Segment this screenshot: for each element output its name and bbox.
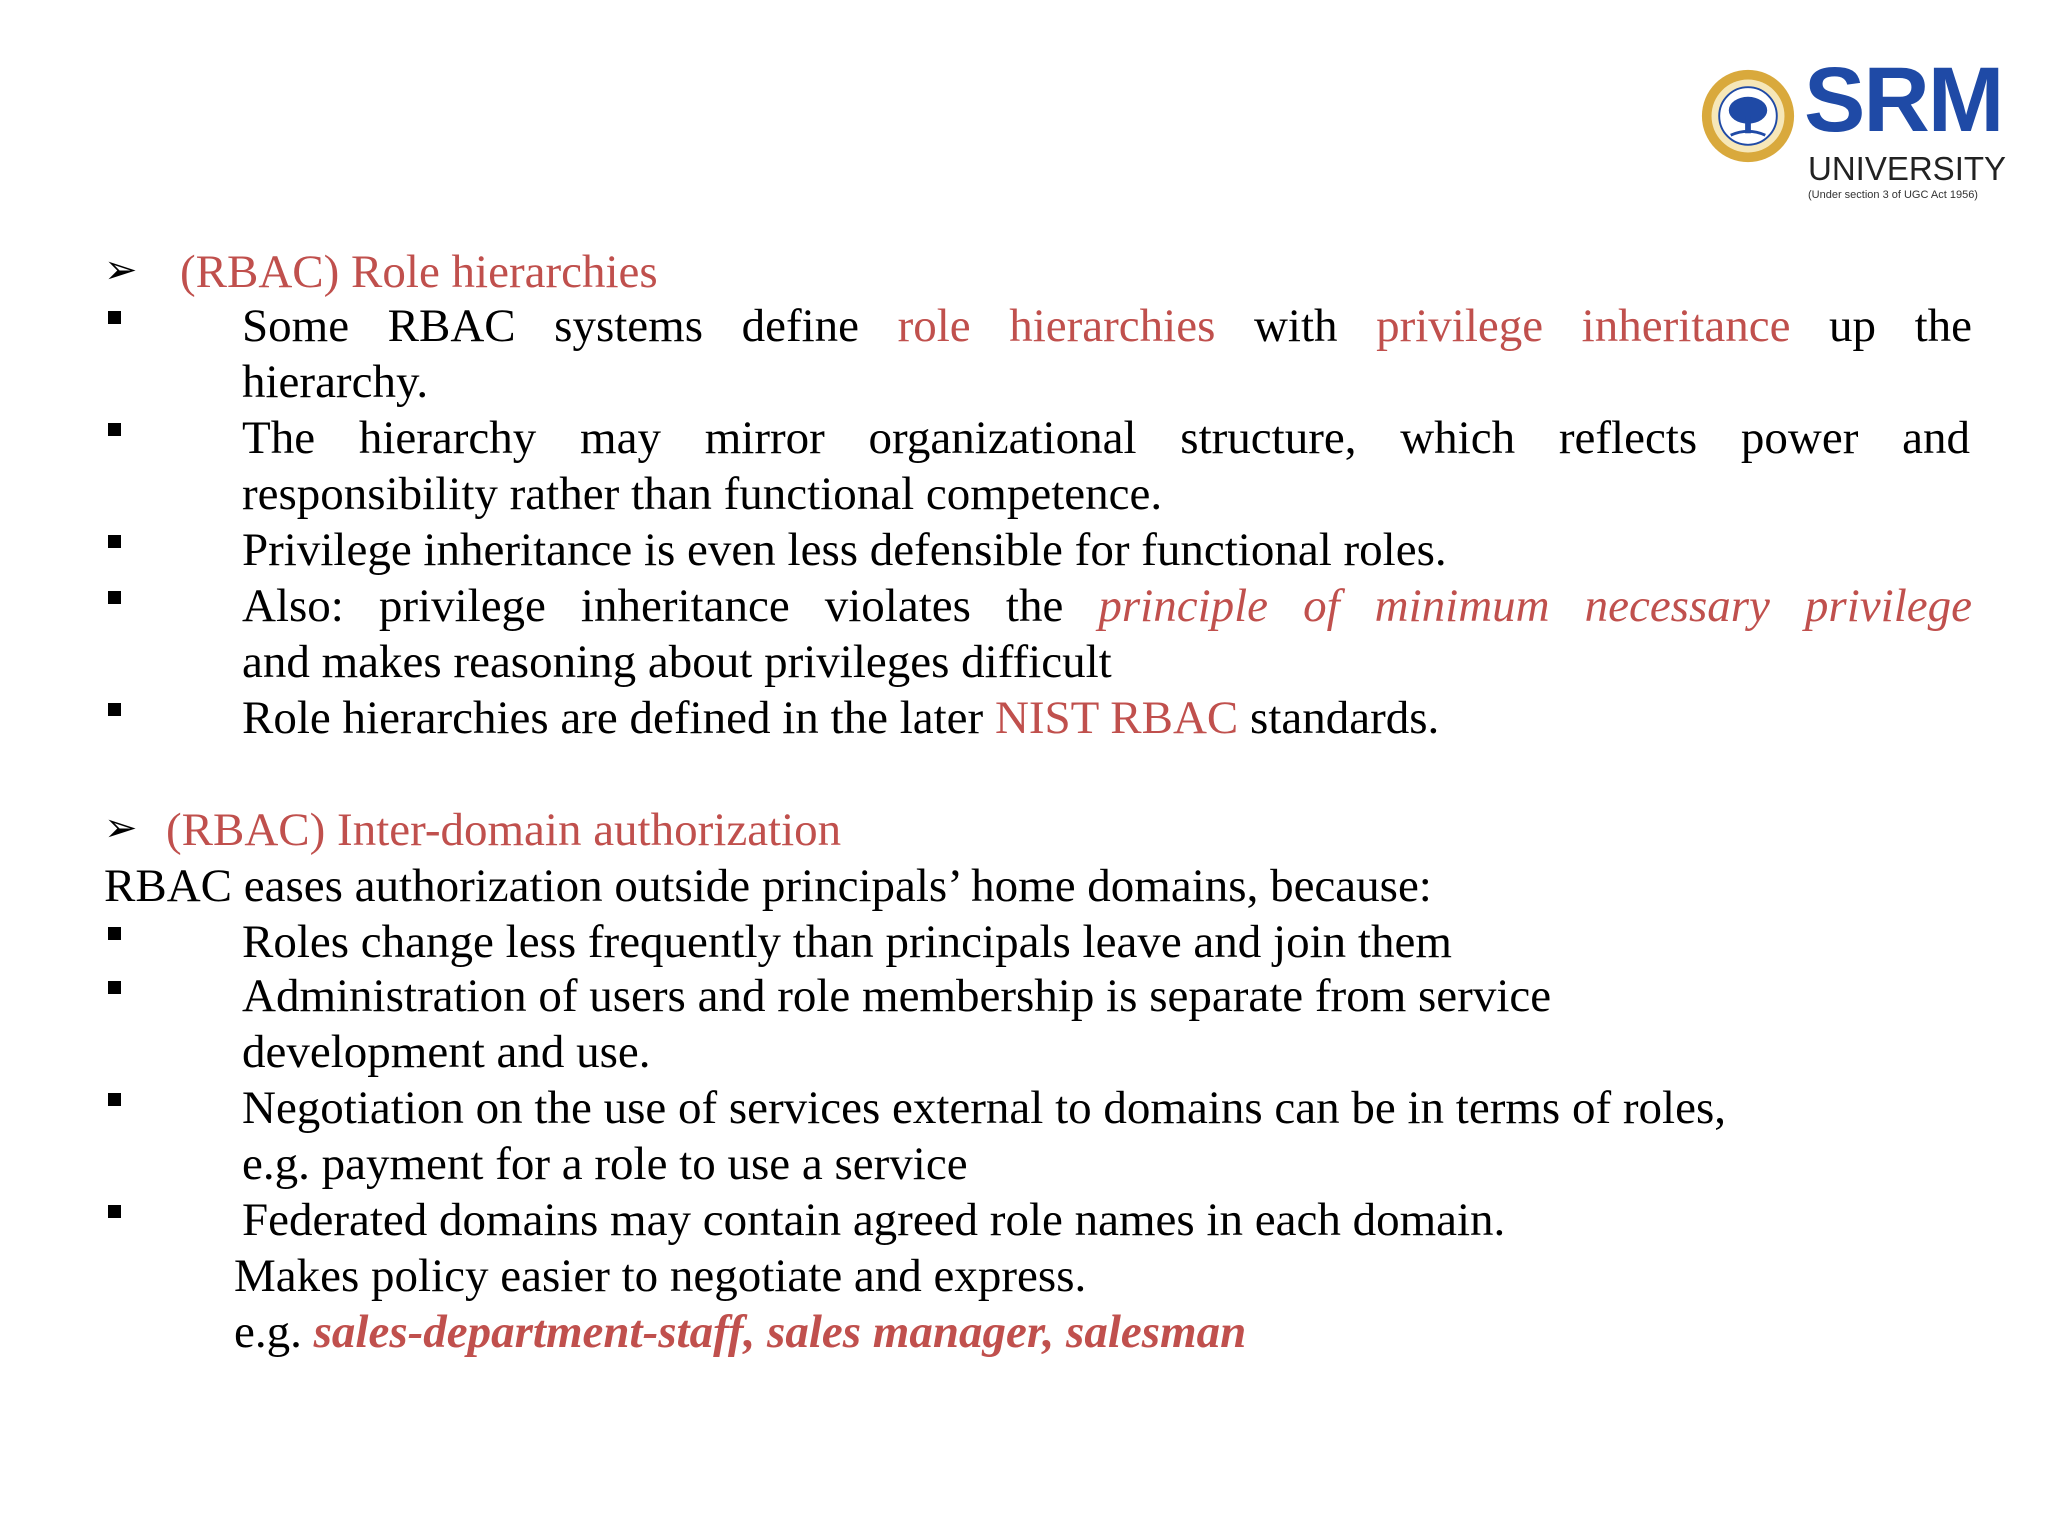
section1-bullet2-line1: The hierarchy may mirror organizational structure, which reflects power and — [242, 412, 1970, 464]
square-bullet-icon — [108, 927, 121, 940]
section2-bullet3-line1: Negotiation on the use of services external to domains can be in terms of roles, — [242, 1082, 1726, 1134]
highlight-nist-rbac: NIST RBAC — [994, 692, 1239, 744]
section1-bullet4-cont: and makes reasoning about privileges difficult — [242, 636, 1112, 688]
logo-brand: SRM — [1804, 49, 2003, 151]
arrow-bullet-icon: ➢ — [104, 805, 138, 851]
section2-example-line: e.g. sales-department-staff, sales manager, salesman — [234, 1306, 1247, 1358]
section2-bullet2-line2: development and use. — [242, 1026, 651, 1078]
section2-heading: (RBAC) Inter-domain authorization — [166, 804, 842, 856]
section2-bullet2-line1: Administration of users and role membership is separate from service — [242, 970, 1552, 1022]
section2-intro: RBAC eases authorization outside principals’ home domains, because: — [104, 860, 1432, 912]
square-bullet-icon — [108, 703, 121, 716]
logo-subtitle: UNIVERSITY — [1808, 150, 2007, 187]
section1-bullet1: Some RBAC systems define role hierarchies with privilege inheritance up the — [242, 300, 1972, 352]
section1-bullet4: Also: privilege inheritance violates the principle of minimum necessary privilege — [242, 580, 1972, 632]
highlight-role-hierarchies: role hierarchies — [897, 300, 1216, 352]
square-bullet-icon — [108, 535, 121, 548]
highlight-minimum-privilege: principle of minimum necessary privilege — [1098, 580, 1972, 632]
section2-bullet4: Federated domains may contain agreed role names in each domain. — [242, 1194, 1506, 1246]
arrow-bullet-icon: ➢ — [104, 247, 138, 293]
logo-note: (Under section 3 of UGC Act 1956) — [1808, 189, 1978, 201]
square-bullet-icon — [108, 311, 121, 324]
section2-bullet1: Roles change less frequently than principals leave and join them — [242, 916, 1452, 968]
highlight-role-examples: sales-department-staff, sales manager, salesman — [313, 1306, 1247, 1358]
section1-bullet3: Privilege inheritance is even less defensible for functional roles. — [242, 524, 1447, 576]
section1-bullet1-cont: hierarchy. — [242, 356, 429, 408]
square-bullet-icon — [108, 1093, 121, 1106]
square-bullet-icon — [108, 1205, 121, 1218]
section1-bullet5: Role hierarchies are defined in the later NIST RBAC standards. — [242, 692, 1440, 744]
square-bullet-icon — [108, 981, 121, 994]
section2-bullet3-line2: e.g. payment for a role to use a service — [242, 1138, 968, 1190]
highlight-privilege-inheritance: privilege inheritance — [1376, 300, 1791, 352]
section1-heading: (RBAC) Role hierarchies — [180, 246, 658, 298]
square-bullet-icon — [108, 423, 121, 436]
section1-bullet2-line2: responsibility rather than functional competence. — [242, 468, 1163, 520]
section2-makes-line: Makes policy easier to negotiate and express. — [234, 1250, 1087, 1302]
square-bullet-icon — [108, 591, 121, 604]
